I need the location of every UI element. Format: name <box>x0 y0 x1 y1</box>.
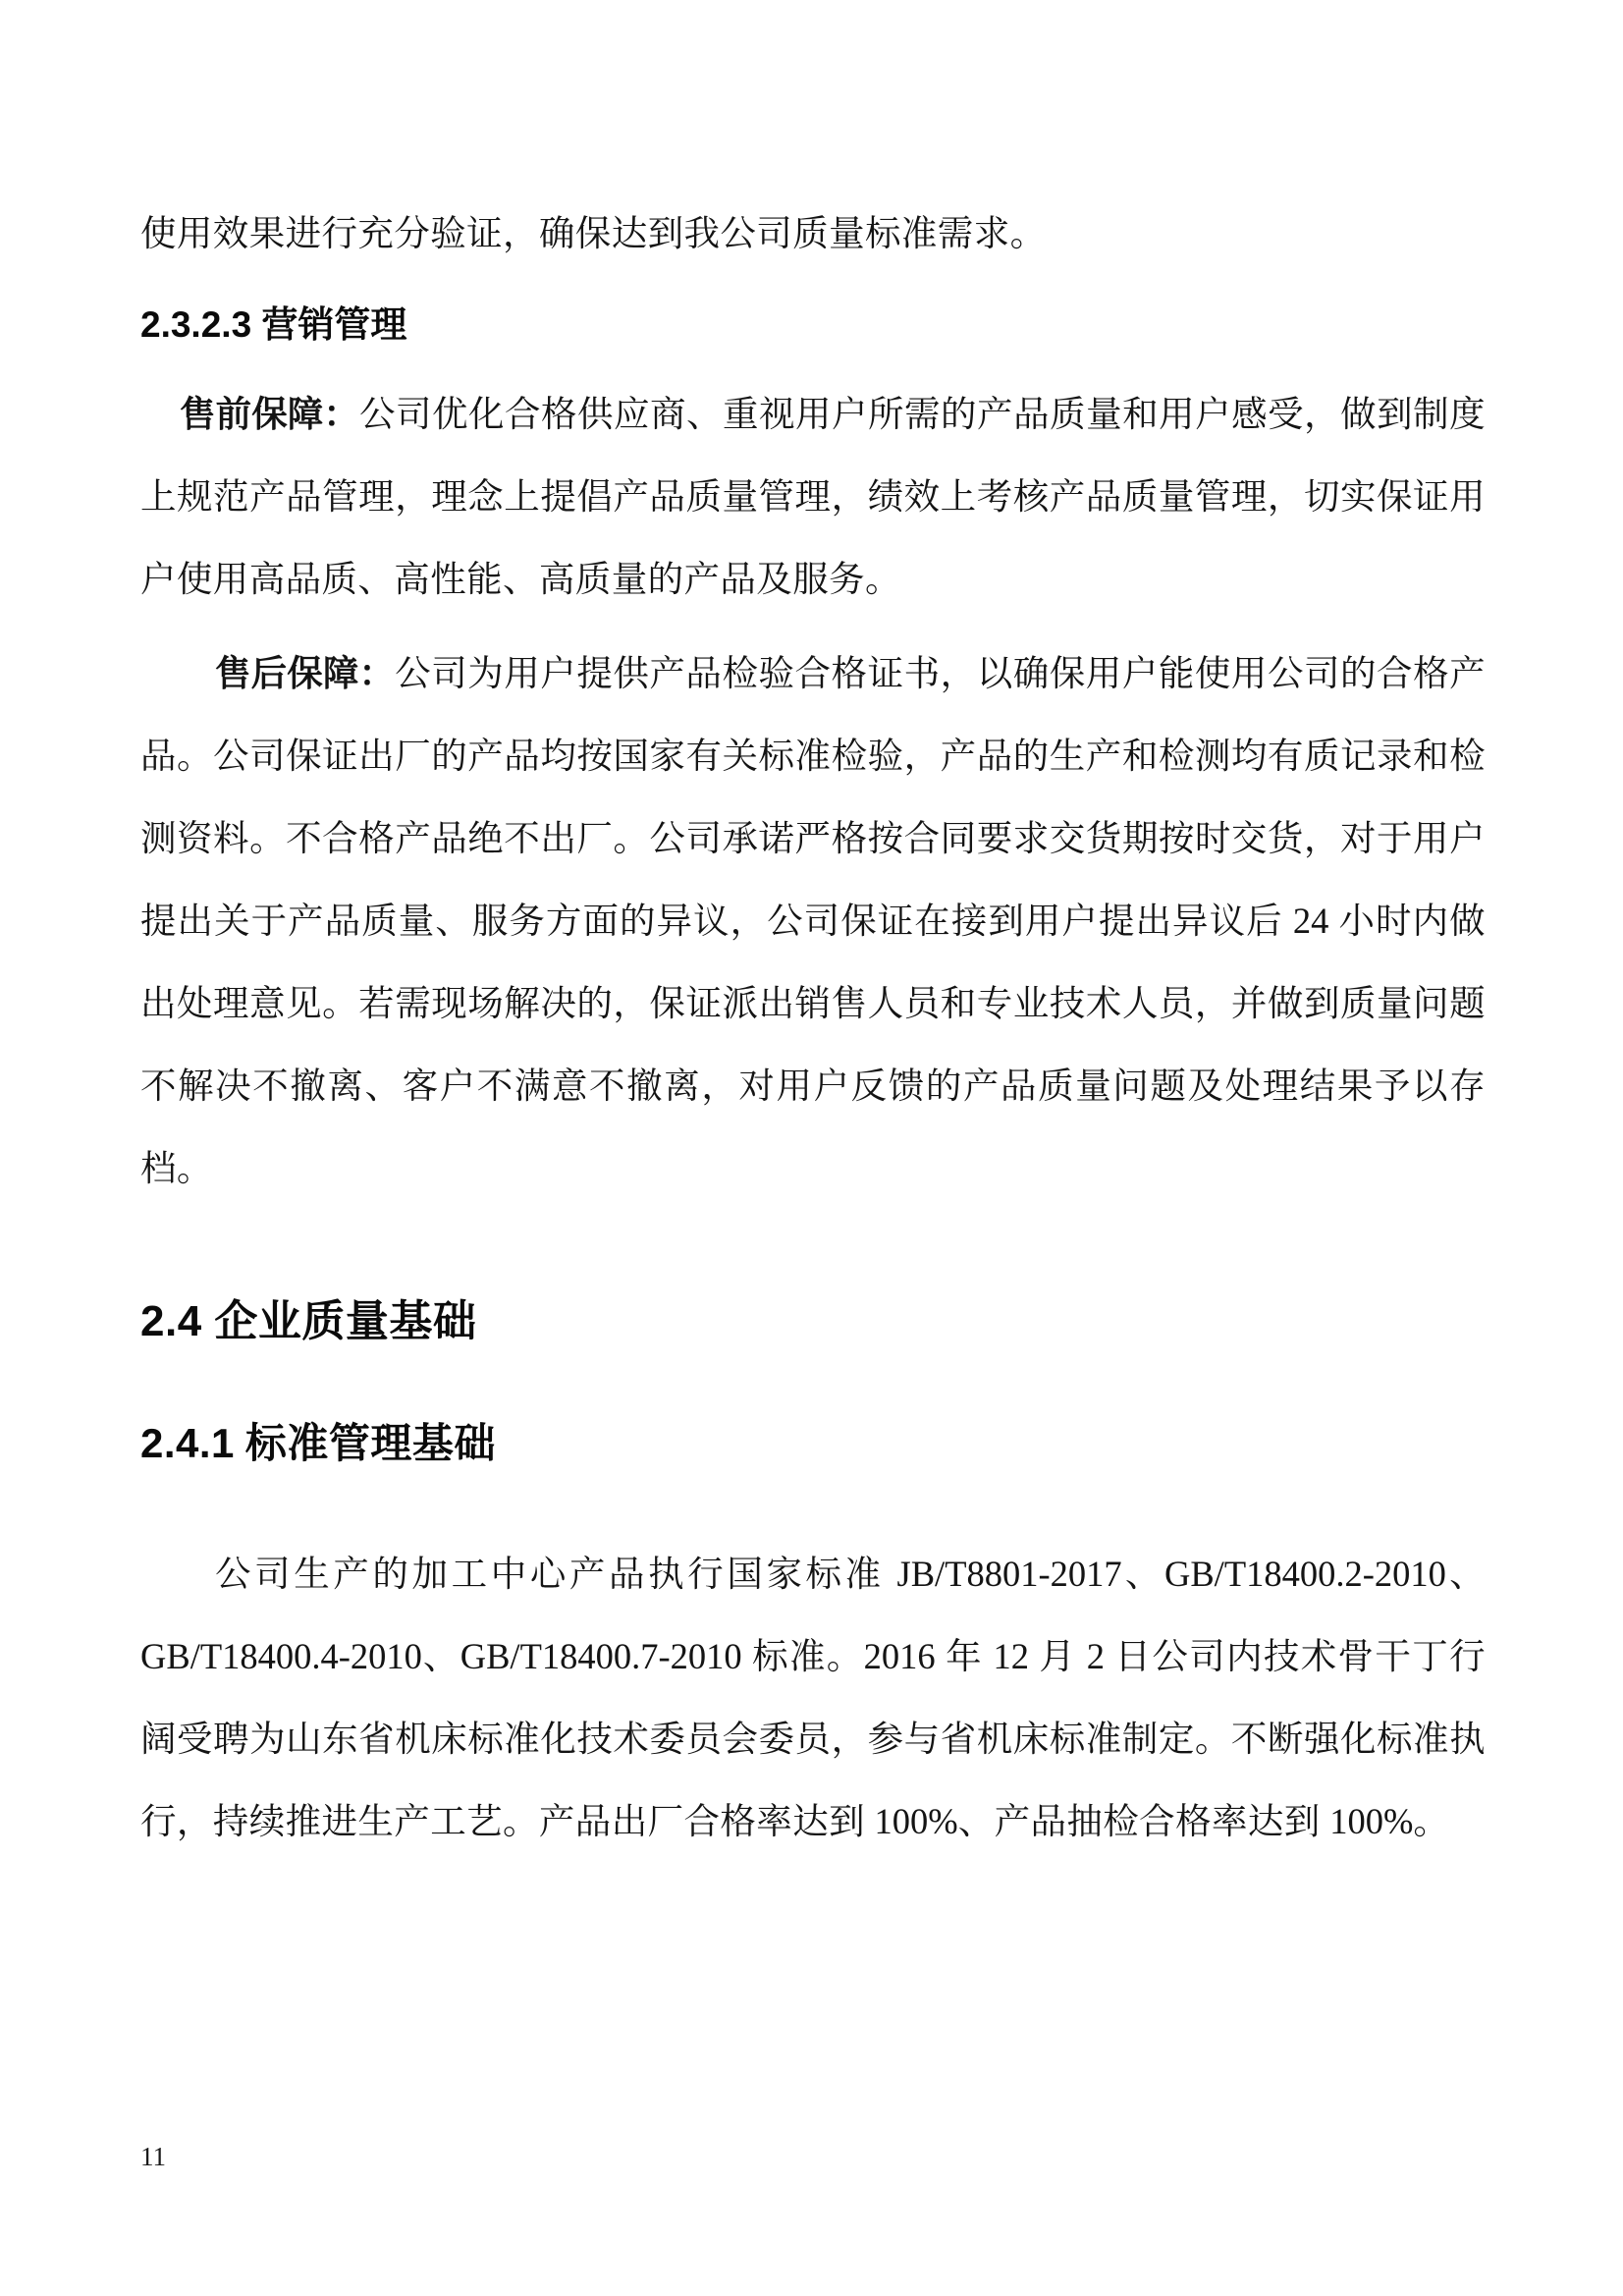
paragraph-aftersale <box>140 632 1486 1210</box>
standards-separator-1: 、 <box>1121 1554 1164 1594</box>
standards-text-seg-6: 、产品抽检合格率达到 <box>957 1801 1330 1841</box>
aftersale-body-text-part-1: 公司为用户提供产品检验合格证书，以确保用户能使用公司的合格产品。公司保证出厂的产品均按国家有关标准检验，产品的生产和检测均有质记录和检测资料。不合格产品绝不出厂。公司承诺严格按合同要求交货期按时交货，对于用户提出关于产品质量、服务方面的异议，公司保证在接到用户提出异议后 <box>140 653 1487 941</box>
heading-2-4-1 <box>140 1398 1486 1490</box>
standards-text-seg-2: 标准。 <box>741 1636 864 1676</box>
standard-code-jbt8801: JB/T8801-2017 <box>896 1554 1122 1594</box>
standards-text-seg-5: 日公司内技术骨干丁行阔受聘为山东省机床标准化技术委员会委员，参与省机床标准制定。不断强化标准执行，持续推进生产工艺。产品出厂合格率达到 <box>140 1636 1486 1841</box>
page-content <box>140 192 1486 1863</box>
standards-text-seg-1: 公司生产的加工中心产品执行国家标准 <box>215 1554 897 1594</box>
aftersale-body-text-part-2: 小时内做出处理意见。若需现场解决的，保证派出销售人员和专业技术人员，并做到质量问题不解决不撤离、客户不满意不撤离，对用户反馈的产品质量问题及处理结果予以存档。 <box>140 901 1487 1188</box>
heading-2-4-1-title: 标准管理基础 <box>234 1422 496 1467</box>
standards-separator-2: 、 <box>1445 1554 1486 1594</box>
standards-pass-rate-sampling: 100% <box>1329 1801 1414 1841</box>
standards-text-seg-7: 。 <box>1413 1801 1450 1841</box>
page-number: 11 <box>140 2142 166 2171</box>
standards-text-seg-3: 年 <box>935 1636 994 1676</box>
heading-2-4: 2.4 企业质量基础 <box>140 1297 477 1345</box>
standards-text-seg-4: 月 <box>1028 1636 1087 1676</box>
presale-body-text: 公司优化合格供应商、重视用户所需的产品质量和用户感受，做到制度上规范产品管理，理念上提倡产品质量管理，绩效上考核产品质量管理，切实保证用户使用高品质、高性能、高质量的产品及服务。 <box>140 394 1486 599</box>
standards-separator-3: 、 <box>421 1636 460 1676</box>
standards-year: 2016 <box>863 1636 936 1676</box>
standards-day: 2 <box>1086 1636 1105 1676</box>
standard-code-gbt18400-4: GB/T18400.4-2010 <box>140 1636 422 1676</box>
aftersale-lead-label: 售后保障： <box>215 653 396 693</box>
paragraph-intro-line: 使用效果进行充分验证，确保达到我公司质量标准需求。 <box>140 213 1047 253</box>
aftersale-response-hours: 24 <box>1292 901 1329 941</box>
standard-code-gbt18400-7: GB/T18400.7-2010 <box>460 1636 742 1676</box>
standard-code-gbt18400-2: GB/T18400.2-2010 <box>1163 1554 1446 1594</box>
standards-pass-rate-factory: 100% <box>874 1801 958 1841</box>
heading-2-3-2-3: 2.3.2.3 营销管理 <box>140 304 407 345</box>
paragraph-presale <box>140 373 1486 621</box>
heading-2-4-1-number: 2.4.1 <box>140 1420 235 1466</box>
paragraph-standards <box>140 1533 1486 1863</box>
presale-lead-label: 售前保障： <box>180 394 360 434</box>
standards-month: 12 <box>993 1636 1029 1676</box>
